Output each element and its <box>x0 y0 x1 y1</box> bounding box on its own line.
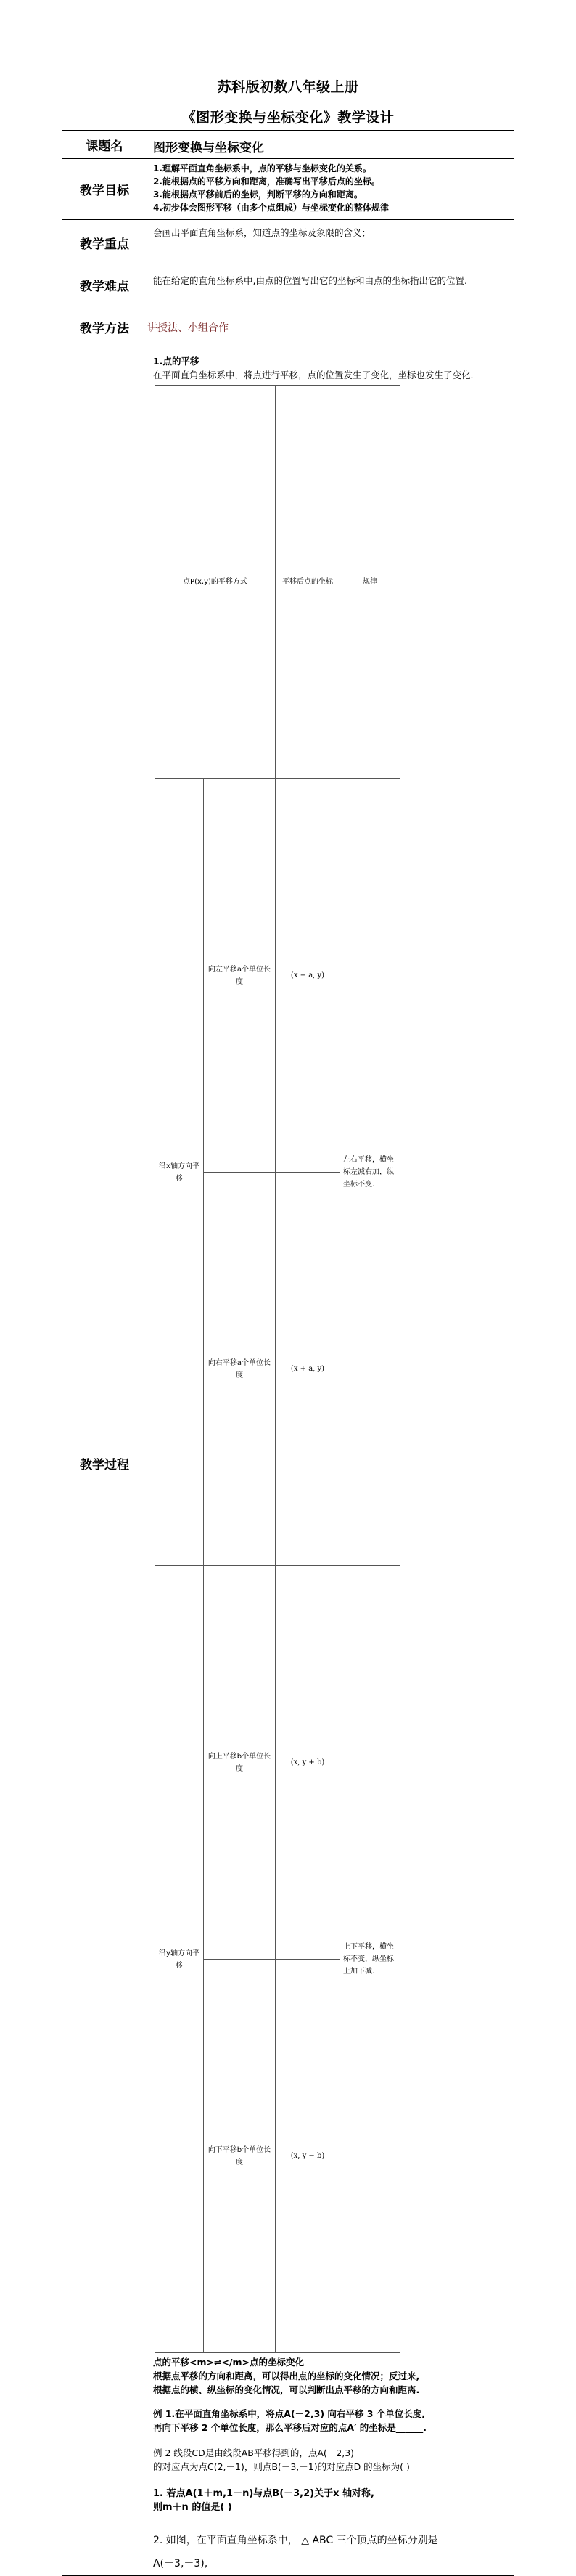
exercise-2-line: 2. 如图，在平面直角坐标系中， △ ABC 三个顶点的坐标分别是 <box>153 2535 438 2546</box>
process-cell <box>147 351 514 2576</box>
key-points-row <box>62 220 514 266</box>
goal-item: 3.能根据点平移前后的坐标，判断平移的方向和距离。 <box>153 189 363 200</box>
rules-header-rule: 规律 <box>340 386 400 779</box>
example-1-line: 再向下平移 2 个单位长度，那么平移后对应的点A′ 的坐标是______. <box>153 2422 427 2433</box>
process-label: 教学过程 <box>62 351 147 2576</box>
exercise-1-line: 则m＋n 的值是( ) <box>153 2502 232 2513</box>
exercise-1-line: 1. 若点A(1＋m,1－n)与点B(－3,2)关于x 轴对称, <box>153 2488 374 2499</box>
topic-cell <box>147 131 514 159</box>
process-intro: 在平面直角坐标系中，将点进行平移，点的位置发生了变化，坐标也发生了变化. <box>153 370 474 380</box>
goals-row <box>62 159 514 220</box>
goal-item: 2.能根据点的平移方向和距离，准确写出平移后点的坐标。 <box>153 176 380 187</box>
process-content <box>147 351 514 2575</box>
exercise-2-line: A(－3,－3), <box>153 2558 208 2569</box>
translated-coord: (x − a, y) <box>276 779 340 1173</box>
difficulty-row <box>62 266 514 303</box>
method-row <box>62 303 514 351</box>
difficulty-label: 教学难点 <box>62 266 147 303</box>
key-points-cell <box>147 220 514 266</box>
rules-row <box>155 1566 400 1960</box>
example-1-line: 例 1.在平面直角坐标系中，将点A(－2,3) 向右平移 3 个单位长度, <box>153 2408 426 2419</box>
process-paragraph: 根据点的横、纵坐标的变化情况，可以判断出点平移的方向和距离. <box>153 2384 420 2395</box>
translated-coord: (x, y − b) <box>276 1960 340 2353</box>
translation-way: 向上平移b个单位长度 <box>204 1566 276 1960</box>
method-label: 教学方法 <box>62 303 147 351</box>
method-text: 讲授法、小组合作 <box>147 303 514 351</box>
translated-coord: (x, y + b) <box>276 1566 340 1960</box>
topic-label: 课题名 <box>62 131 147 159</box>
lesson-plan-table <box>62 130 514 2576</box>
difficulty-cell <box>147 266 514 303</box>
x-axis-rule: 左右平移，横坐标左减右加，纵坐标不变. <box>340 779 400 1566</box>
y-axis-rule: 上下平移，横坐标不变，纵坐标上加下减. <box>340 1566 400 2353</box>
topic-row <box>62 131 514 159</box>
key-points-text: 会画出平面直角坐标系，知道点的坐标及象限的含义； <box>153 227 371 238</box>
rules-header-row <box>155 386 400 779</box>
process-paragraph: 根据点平移的方向和距离，可以得出点的坐标的变化情况；反过来, <box>153 2371 420 2381</box>
x-axis-group-label: 沿x轴方向平移 <box>155 779 204 1566</box>
goal-item: 1.理解平面直角坐标系中，点的平移与坐标变化的关系。 <box>153 163 371 174</box>
example-2-line: 例 2 线段CD是由线段AB平移得到的，点A(－2,3) <box>153 2447 355 2458</box>
example-2-line: 的对应点为点C(2,－1)，则点B(－3,－1)的对应点D 的坐标为( ) <box>153 2461 410 2472</box>
process-row <box>62 351 514 2576</box>
process-heading: 1.点的平移 <box>153 356 199 367</box>
example-1 <box>153 2407 514 2434</box>
difficulty-text: 能在给定的直角坐标系中,由点的位置写出它的坐标和由点的坐标指出它的位置. <box>153 275 467 286</box>
translated-coord: (x + a, y) <box>276 1173 340 1566</box>
translation-rules-table <box>155 385 400 2353</box>
goals-cell <box>147 159 514 220</box>
translation-way: 向右平移a个单位长度 <box>204 1173 276 1566</box>
exercise-1 <box>153 2487 514 2514</box>
document-subtitle: 《图形变换与坐标变化》教学设计 <box>181 110 395 126</box>
rules-header-method: 点P(x,y)的平移方式 <box>155 386 276 779</box>
topic-value: 图形变换与坐标变化 <box>153 141 264 155</box>
rules-row <box>155 779 400 1173</box>
goal-item: 4.初步体会图形平移（由多个点组成）与坐标变化的整体规律 <box>153 203 389 213</box>
goals-label: 教学目标 <box>62 159 147 220</box>
translation-relation: 点的平移<m>⇌</m>点的坐标变化 <box>153 2357 304 2368</box>
example-2 <box>153 2446 514 2474</box>
rules-header-coord: 平移后点的坐标 <box>276 386 340 779</box>
document-title: 苏科版初数八年级上册 <box>217 79 359 95</box>
translation-way: 向左平移a个单位长度 <box>204 779 276 1173</box>
translation-way: 向下平移b个单位长度 <box>204 1960 276 2353</box>
key-points-label: 教学重点 <box>62 220 147 266</box>
exercise-2 <box>153 2529 514 2575</box>
y-axis-group-label: 沿y轴方向平移 <box>155 1566 204 2353</box>
goals-list <box>147 159 514 214</box>
